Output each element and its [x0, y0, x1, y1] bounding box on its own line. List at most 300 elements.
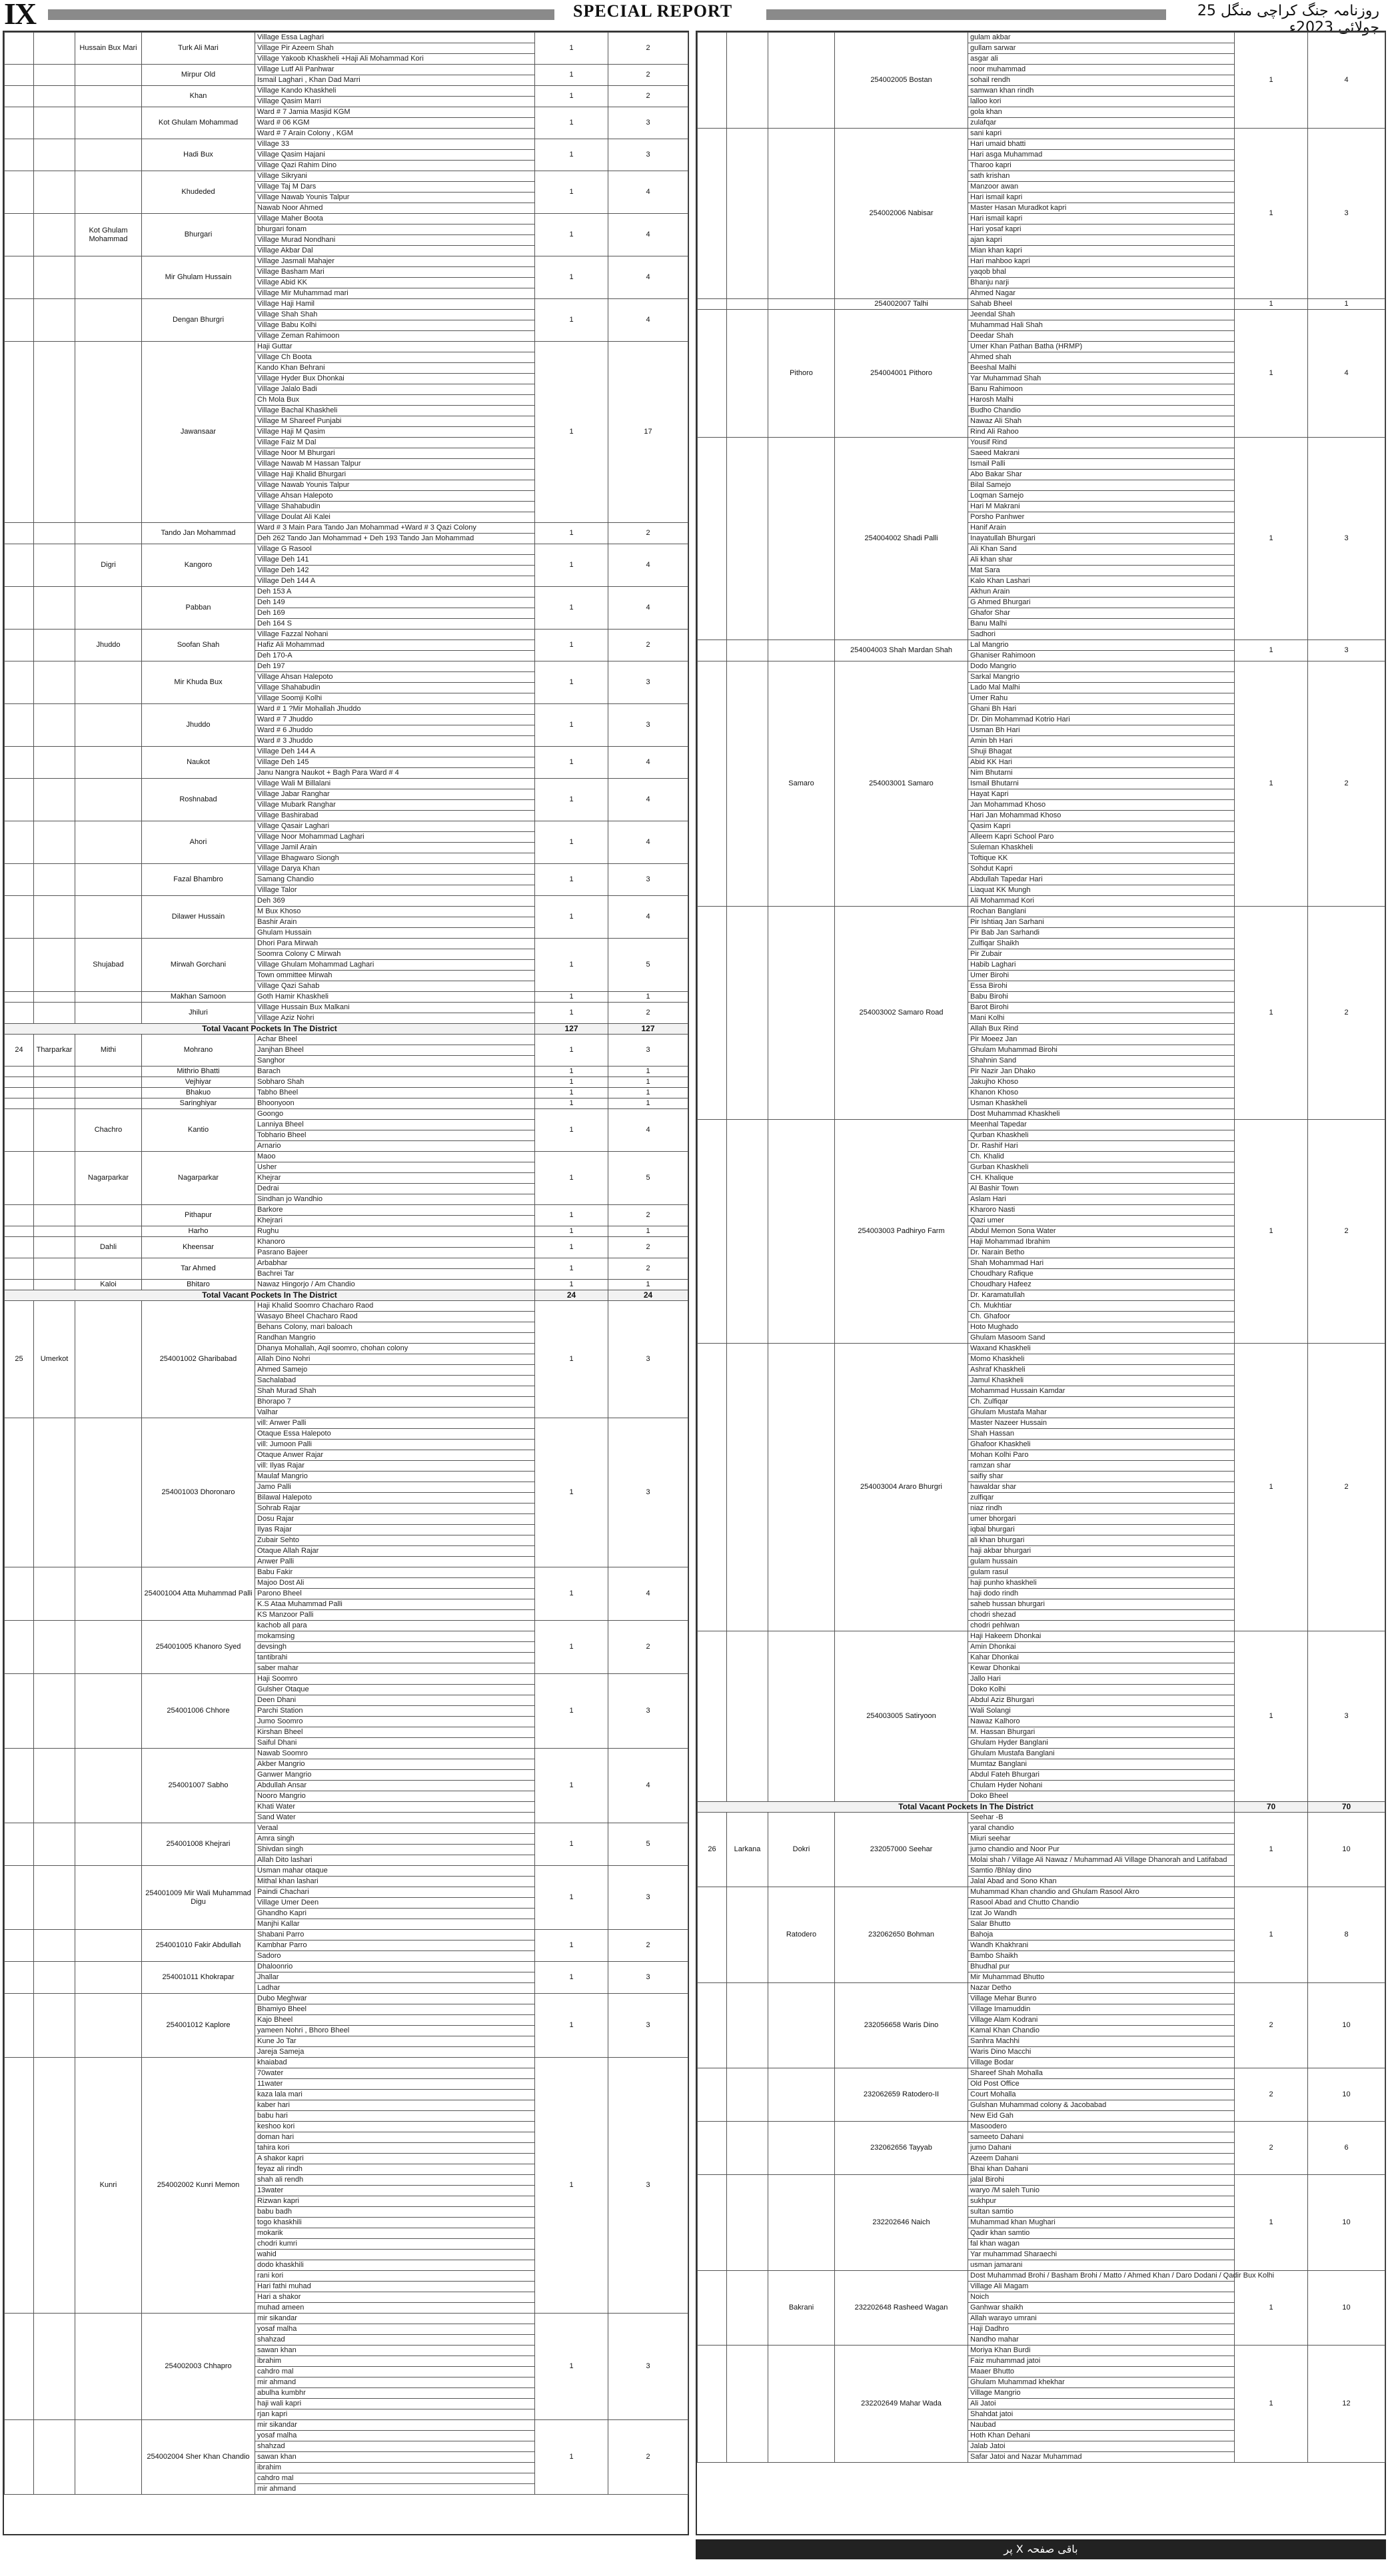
village-cell: Haji Soomro — [255, 1674, 535, 1685]
serial-cell — [5, 1098, 34, 1109]
village-cell: Allah Dino Nohri — [255, 1354, 535, 1365]
serial-cell — [698, 1631, 727, 1802]
village-cell: Suleman Khaskheli — [968, 843, 1235, 853]
serial-cell: 25 — [5, 1301, 34, 1418]
table-row — [698, 2346, 1385, 2356]
village-cell: Village Deh 144 A — [255, 576, 535, 587]
village-cell: Deedar Shah — [968, 331, 1235, 342]
serial-cell — [5, 1674, 34, 1749]
village-cell: Hari umaid bhatti — [968, 139, 1235, 150]
uc-cell: 254001004 Atta Muhammad Palli — [142, 1567, 255, 1621]
serial-cell — [5, 33, 34, 65]
serial-cell — [5, 342, 34, 523]
table-row — [5, 544, 688, 555]
table-row — [5, 1866, 688, 1877]
total-cell: 3 — [1308, 129, 1385, 299]
serial-cell — [5, 2058, 34, 2314]
serial-cell — [698, 129, 727, 299]
village-cell: Ali khan shar — [968, 555, 1235, 566]
serial-cell — [698, 1887, 727, 1983]
uc-cell: Bhakuo — [142, 1088, 255, 1098]
total-cell: 3 — [608, 2058, 688, 2314]
village-cell: Faiz muhammad jatoi — [968, 2356, 1235, 2367]
village-cell: zulfiqar — [968, 1493, 1235, 1503]
total-cell: 3 — [608, 1674, 688, 1749]
table-row — [5, 1621, 688, 1631]
total-cell: 2 — [608, 1930, 688, 1962]
taluka-cell — [768, 2346, 835, 2463]
village-cell: Sarkal Mangrio — [968, 672, 1235, 683]
village-cell: Mani Kolhi — [968, 1013, 1235, 1024]
serial-cell — [5, 1930, 34, 1962]
vacant-cell: 1 — [535, 864, 608, 896]
village-cell: Shivdan singh — [255, 1845, 535, 1855]
village-cell: Pasrano Bajeer — [255, 1248, 535, 1258]
village-cell: Village Deh 141 — [255, 555, 535, 566]
uc-cell: Fazal Bhambro — [142, 864, 255, 896]
village-cell: yaqob bhal — [968, 267, 1235, 278]
village-cell: wahid — [255, 2250, 535, 2260]
total-cell: 2 — [608, 1237, 688, 1258]
serial-cell — [5, 86, 34, 107]
vacant-cell: 1 — [535, 33, 608, 65]
village-cell: Hari yosaf kapri — [968, 224, 1235, 235]
village-cell: Khanon Khoso — [968, 1088, 1235, 1098]
uc-cell: 254004001 Pithoro — [835, 310, 968, 438]
village-cell: Village Mehar Bunro — [968, 1994, 1235, 2004]
village-cell: Town ommittee Mirwah — [255, 971, 535, 981]
district-cell — [34, 1823, 75, 1866]
uc-cell: Nagarparkar — [142, 1152, 255, 1205]
uc-cell: 232056658 Waris Dino — [835, 1983, 968, 2068]
village-cell: Pir Bab Jan Sarhandi — [968, 928, 1235, 939]
village-cell: Paindi Chachari — [255, 1887, 535, 1898]
uc-cell: Tar Ahmed — [142, 1258, 255, 1280]
village-cell: Hayat Kapri — [968, 789, 1235, 800]
table-row — [5, 1823, 688, 1834]
uc-cell: 254001003 Dhoronaro — [142, 1418, 255, 1567]
table-row — [698, 2175, 1385, 2186]
village-cell: Jan Mohammad Khoso — [968, 800, 1235, 811]
district-cell — [34, 256, 75, 299]
table-row — [698, 299, 1385, 310]
village-cell: Ahmed Samejo — [255, 1365, 535, 1376]
village-cell: Bambo Shaikh — [968, 1951, 1235, 1962]
table-row — [5, 1258, 688, 1269]
village-cell: Abdul Memon Sona Water — [968, 1226, 1235, 1237]
village-cell: Ghulam Mustafa Mahar — [968, 1408, 1235, 1418]
table-row — [5, 1205, 688, 1216]
serial-cell — [698, 1344, 727, 1631]
village-cell: haji wali kapri — [255, 2399, 535, 2409]
uc-cell: 232057000 Seehar — [835, 1813, 968, 1887]
taluka-cell: Bakrani — [768, 2271, 835, 2346]
village-cell: Samang Chandio — [255, 875, 535, 885]
village-cell: Wasayo Bheel Chacharo Raod — [255, 1312, 535, 1322]
village-cell: Nawab Soomro — [255, 1749, 535, 1759]
village-cell: Majoo Dost Ali — [255, 1578, 535, 1589]
district-cell — [727, 1983, 768, 2068]
village-cell: Hoth Khan Dehani — [968, 2431, 1235, 2441]
district-cell — [34, 1749, 75, 1823]
village-cell: kaber hari — [255, 2100, 535, 2111]
uc-cell: 254003004 Araro Bhurgri — [835, 1344, 968, 1631]
taluka-cell: Kaloi — [75, 1280, 142, 1290]
uc-cell: 254003002 Samaro Road — [835, 907, 968, 1120]
serial-cell — [698, 661, 727, 907]
uc-cell: 254002005 Bostan — [835, 33, 968, 129]
village-cell: fal khan wagan — [968, 2239, 1235, 2250]
serial-cell — [698, 438, 727, 640]
village-cell: Village Qazi Rahim Dino — [255, 161, 535, 171]
village-cell: Jakujho Khoso — [968, 1077, 1235, 1088]
taluka-cell — [768, 1120, 835, 1344]
village-cell: Haji Dadhro — [968, 2324, 1235, 2335]
village-cell: Choudhary Rafique — [968, 1269, 1235, 1280]
village-cell: saheb hussan bhurgari — [968, 1599, 1235, 1610]
village-cell: Village Ch Boota — [255, 352, 535, 363]
village-cell: Tharoo kapri — [968, 161, 1235, 171]
total-cell: 1 — [608, 992, 688, 1003]
table-row — [5, 2420, 688, 2431]
village-cell: Kamal Khan Chandio — [968, 2026, 1235, 2036]
serial-cell — [5, 661, 34, 704]
serial-cell — [5, 821, 34, 864]
village-cell: Seehar -B — [968, 1813, 1235, 1823]
village-cell: Jumo Soomro — [255, 1717, 535, 1727]
village-cell: Village Yakoob Khaskheli +Haji Ali Mohammad Kori — [255, 54, 535, 65]
table-row — [5, 2058, 688, 2068]
village-cell: Doko Bheel — [968, 1791, 1235, 1802]
village-cell: hawaldar shar — [968, 1482, 1235, 1493]
district-cell — [34, 1205, 75, 1226]
village-cell: Kando Khan Behrani — [255, 363, 535, 374]
vacant-cell: 1 — [535, 1258, 608, 1280]
vacant-cell: 1 — [535, 939, 608, 992]
serial-cell — [5, 1418, 34, 1567]
table-row — [5, 1035, 688, 1045]
vacant-cell: 1 — [535, 299, 608, 342]
taluka-cell — [75, 139, 142, 171]
village-cell: Hari a shakor — [255, 2292, 535, 2303]
village-cell: Village Babu Kolhi — [255, 320, 535, 331]
vacant-cell: 1 — [1235, 310, 1308, 438]
taluka-cell — [75, 1418, 142, 1567]
vacant-cell: 1 — [535, 1077, 608, 1088]
village-cell: Ch. Ghafoor — [968, 1312, 1235, 1322]
village-cell: Old Post Office — [968, 2079, 1235, 2090]
village-cell: Yar muhammad Sharaechi — [968, 2250, 1235, 2260]
village-cell: Naubad — [968, 2420, 1235, 2431]
village-cell: Shah Hassan — [968, 1429, 1235, 1440]
total-label: Total Vacant Pockets In The District — [5, 1024, 535, 1035]
vacant-cell: 1 — [535, 747, 608, 779]
total-label: Total Vacant Pockets In The District — [5, 1290, 535, 1301]
village-cell: Nawab Noor Ahmed — [255, 203, 535, 214]
village-cell: mir sikandar — [255, 2420, 535, 2431]
village-cell: Bhai khan Dahani — [968, 2164, 1235, 2175]
district-cell — [727, 1120, 768, 1344]
village-cell: Dr. Karamatullah — [968, 1290, 1235, 1301]
taluka-cell: Chachro — [75, 1109, 142, 1152]
vacant-cell: 1 — [535, 630, 608, 661]
village-cell: Hoto Mughado — [968, 1322, 1235, 1333]
village-cell: Pir Nazir Jan Dhako — [968, 1067, 1235, 1077]
table-row — [5, 1077, 688, 1088]
village-cell: Lanniya Bheel — [255, 1120, 535, 1130]
village-cell: Rochan Banglani — [968, 907, 1235, 917]
district-cell — [727, 907, 768, 1120]
village-cell: Rughu — [255, 1226, 535, 1237]
vacant-cell: 1 — [535, 1035, 608, 1067]
total-count: 127 — [608, 1024, 688, 1035]
vacant-cell: 1 — [535, 1418, 608, 1567]
village-cell: Jhallar — [255, 1972, 535, 1983]
village-cell: Ismail Bhutarni — [968, 779, 1235, 789]
village-cell: Mian khan kapri — [968, 246, 1235, 256]
table-row — [698, 1983, 1385, 1994]
serial-cell — [5, 1621, 34, 1674]
uc-cell: Kheensar — [142, 1237, 255, 1258]
village-cell: Village Umer Deen — [255, 1898, 535, 1909]
vacant-cell: 1 — [535, 523, 608, 544]
village-cell: Wali Solangi — [968, 1706, 1235, 1717]
district-cell — [34, 704, 75, 747]
total-count: 24 — [608, 1290, 688, 1301]
village-cell: Deh 149 — [255, 598, 535, 608]
village-cell: Bashir Arain — [255, 917, 535, 928]
header-rule-left — [48, 9, 554, 20]
table-row — [5, 256, 688, 267]
total-cell: 3 — [608, 1301, 688, 1418]
serial-cell — [5, 779, 34, 821]
village-cell: Bhudhal pur — [968, 1962, 1235, 1972]
table-row — [5, 523, 688, 534]
village-cell: yosaf malha — [255, 2324, 535, 2335]
total-row — [5, 1290, 688, 1301]
vacant-cell: 1 — [535, 86, 608, 107]
village-cell: ibrahim — [255, 2356, 535, 2367]
uc-cell: 254004002 Shadi Palli — [835, 438, 968, 640]
village-cell: Village Nawab Younis Talpur — [255, 193, 535, 203]
taluka-cell: Kunri — [75, 2058, 142, 2314]
village-cell: Ghulam Mustafa Banglani — [968, 1749, 1235, 1759]
serial-cell — [5, 704, 34, 747]
village-cell: CH. Khalique — [968, 1173, 1235, 1184]
total-cell: 4 — [608, 587, 688, 630]
total-cell: 1 — [608, 1067, 688, 1077]
village-cell: Village Sikryani — [255, 171, 535, 182]
vacant-cell: 2 — [1235, 2122, 1308, 2175]
total-cell: 2 — [608, 523, 688, 544]
village-cell: Ghani Bh Hari — [968, 704, 1235, 715]
village-cell: shahzad — [255, 2441, 535, 2452]
total-row — [698, 1802, 1385, 1813]
village-cell: Noich — [968, 2292, 1235, 2303]
uc-cell: Jhuddo — [142, 704, 255, 747]
village-cell: Dodo Mangrio — [968, 661, 1235, 672]
village-cell: Village Shahabudin — [255, 683, 535, 693]
village-cell: 13water — [255, 2186, 535, 2196]
taluka-cell — [75, 1205, 142, 1226]
village-cell: Dhori Para Mirwah — [255, 939, 535, 949]
taluka-cell — [768, 1983, 835, 2068]
village-cell: Porsho Panhwer — [968, 512, 1235, 523]
village-cell: Village Bodar — [968, 2058, 1235, 2068]
vacant-cell: 1 — [535, 779, 608, 821]
village-cell: mokarik — [255, 2228, 535, 2239]
village-cell: Hari ismail kapri — [968, 214, 1235, 224]
serial-cell — [5, 939, 34, 992]
village-cell: Village Basham Mari — [255, 267, 535, 278]
village-cell: Ghaniser Rahimoon — [968, 651, 1235, 661]
village-cell: Umer Birohi — [968, 971, 1235, 981]
village-cell: saber mahar — [255, 1663, 535, 1674]
serial-cell — [698, 2122, 727, 2175]
taluka-cell — [75, 1003, 142, 1024]
district-cell — [727, 310, 768, 438]
table-row — [5, 864, 688, 875]
village-cell: khaiabad — [255, 2058, 535, 2068]
village-cell: Deh 169 — [255, 608, 535, 619]
total-cell: 2 — [1308, 1344, 1385, 1631]
vacant-cell: 2 — [1235, 1983, 1308, 2068]
village-cell: Babu Fakir — [255, 1567, 535, 1578]
village-cell: Village Jasmali Mahajer — [255, 256, 535, 267]
village-cell: kaza lala mari — [255, 2090, 535, 2100]
village-cell: rani kori — [255, 2271, 535, 2282]
table-row — [698, 1344, 1385, 1354]
village-cell: Masoodero — [968, 2122, 1235, 2132]
taluka-cell: Digri — [75, 544, 142, 587]
village-cell: Village Doulat Ali Kalei — [255, 512, 535, 523]
right-vacant-pockets-table — [697, 32, 1385, 2463]
table-row — [698, 438, 1385, 448]
village-cell: Kalo Khan Lashari — [968, 576, 1235, 587]
village-cell: Molai shah / Village Ali Nawaz / Muhammad Ali Village Dhanorah and Latifabad — [968, 1855, 1235, 1866]
village-cell: Sand Water — [255, 1813, 535, 1823]
village-cell: Umer Rahu — [968, 693, 1235, 704]
village-cell: Kahar Dhonkai — [968, 1653, 1235, 1663]
uc-cell: Harho — [142, 1226, 255, 1237]
total-cell: 10 — [1308, 1813, 1385, 1887]
taluka-cell — [75, 1226, 142, 1237]
vacant-cell: 1 — [535, 661, 608, 704]
village-cell: Deh 170-A — [255, 651, 535, 661]
village-cell: Goth Hamir Khaskheli — [255, 992, 535, 1003]
district-cell — [34, 1152, 75, 1205]
village-cell: chodri kumri — [255, 2239, 535, 2250]
table-row — [698, 310, 1385, 320]
village-cell: Usman mahar otaque — [255, 1866, 535, 1877]
village-cell: Village Shah Shah — [255, 310, 535, 320]
village-cell: Abdul Fateh Bhurgari — [968, 1770, 1235, 1781]
vacant-cell: 1 — [535, 1152, 608, 1205]
village-cell: Master Nazeer Hussain — [968, 1418, 1235, 1429]
uc-cell: Turk Ali Mari — [142, 33, 255, 65]
total-cell: 2 — [1308, 1120, 1385, 1344]
total-cell: 4 — [608, 896, 688, 939]
district-cell — [34, 1994, 75, 2058]
village-cell: Village Talor — [255, 885, 535, 896]
village-cell: Hafiz Ali Mohammad — [255, 640, 535, 651]
uc-cell: Bhitaro — [142, 1280, 255, 1290]
village-cell: Hari mahboo kapri — [968, 256, 1235, 267]
village-cell: Samtio /Bhlay dino — [968, 1866, 1235, 1877]
taluka-cell: Samaro — [768, 661, 835, 907]
village-cell: Parono Bheel — [255, 1589, 535, 1599]
uc-cell: Naukot — [142, 747, 255, 779]
district-cell — [34, 107, 75, 139]
district-cell — [34, 1280, 75, 1290]
village-cell: Village Noor M Bhurgari — [255, 448, 535, 459]
village-cell: niaz rindh — [968, 1503, 1235, 1514]
header-rule-right — [766, 9, 1166, 20]
village-cell: Village Mangrio — [968, 2388, 1235, 2399]
village-cell: Momo Khaskheli — [968, 1354, 1235, 1365]
district-cell — [34, 1567, 75, 1621]
village-cell: Yar Muhammad Shah — [968, 374, 1235, 384]
village-cell: Deh 262 Tando Jan Mohammad + Deh 193 Tando Jan Mohammad — [255, 534, 535, 544]
vacant-cell: 1 — [535, 896, 608, 939]
district-cell — [34, 896, 75, 939]
village-cell: waryo /M saleh Tunio — [968, 2186, 1235, 2196]
village-cell: Village Akbar Dal — [255, 246, 535, 256]
total-cell: 2 — [608, 1003, 688, 1024]
total-cell: 3 — [608, 2314, 688, 2420]
serial-cell — [5, 1994, 34, 2058]
village-cell: Moriya Khan Burdi — [968, 2346, 1235, 2356]
village-cell: Jallo Hari — [968, 1674, 1235, 1685]
total-cell: 2 — [608, 1258, 688, 1280]
uc-cell: 254001008 Khejrari — [142, 1823, 255, 1866]
village-cell: Deh 197 — [255, 661, 535, 672]
district-cell — [34, 1088, 75, 1098]
taluka-cell — [768, 640, 835, 661]
village-cell: Mohammad Hussain Kamdar — [968, 1386, 1235, 1397]
serial-cell — [5, 544, 34, 587]
district-cell — [34, 86, 75, 107]
village-cell: Haji Mohammad Ibrahim — [968, 1237, 1235, 1248]
district-cell — [34, 1418, 75, 1567]
village-cell: Sadoro — [255, 1951, 535, 1962]
village-cell: Kune Jo Tar — [255, 2036, 535, 2047]
district-cell — [727, 1887, 768, 1983]
serial-cell — [698, 2271, 727, 2346]
district-cell — [727, 640, 768, 661]
village-cell: Village Faiz M Dal — [255, 438, 535, 448]
village-cell: Village Taj M Dars — [255, 182, 535, 193]
village-cell: Jamo Palli — [255, 1482, 535, 1493]
uc-cell: 254001012 Kaplore — [142, 1994, 255, 2058]
district-cell — [727, 2122, 768, 2175]
uc-cell: 232062659 Ratodero-II — [835, 2068, 968, 2122]
village-cell: Ward # 1 ?Mir Mohallah Jhuddo — [255, 704, 535, 715]
village-cell: Dedrai — [255, 1184, 535, 1194]
village-cell: gola khan — [968, 107, 1235, 118]
total-cell: 4 — [608, 821, 688, 864]
serial-cell — [5, 1003, 34, 1024]
village-cell: Dhanya Mohallah, Aqil soomro, chohan colony — [255, 1344, 535, 1354]
village-cell: shahzad — [255, 2335, 535, 2346]
village-cell: Khati Water — [255, 1802, 535, 1813]
table-row — [5, 1930, 688, 1940]
total-cell: 3 — [608, 107, 688, 139]
village-cell: Aslam Hari — [968, 1194, 1235, 1205]
total-cell: 4 — [608, 1109, 688, 1152]
village-cell: Manjhi Kallar — [255, 1919, 535, 1930]
village-cell: Safar Jatoi and Nazar Muhammad — [968, 2452, 1235, 2463]
